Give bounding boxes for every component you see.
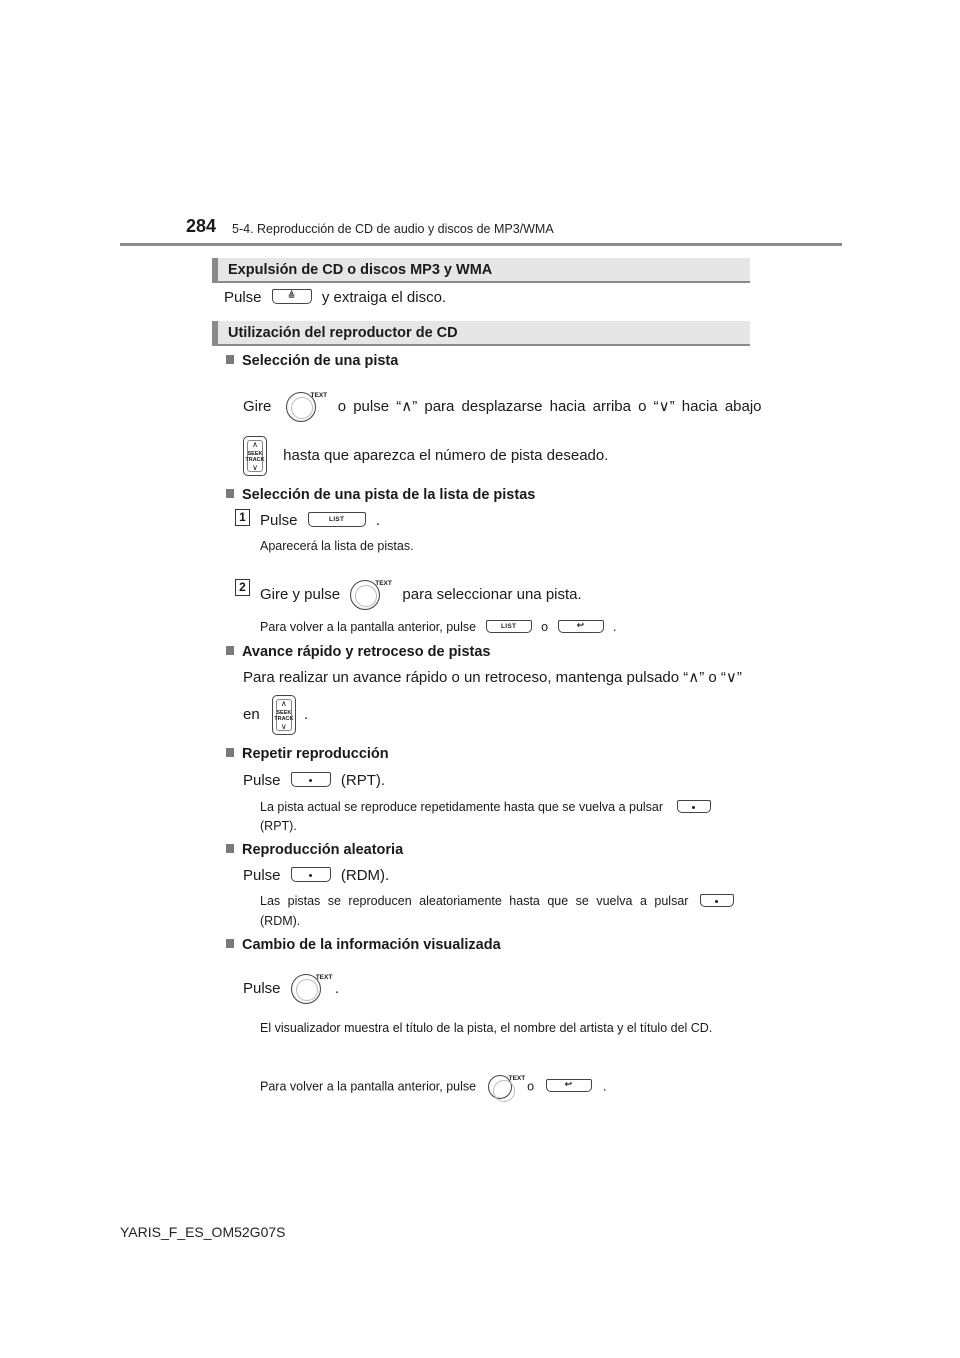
header-rule — [120, 243, 842, 246]
random-note-line1: Las pistas se reproducen aleatoriamente hasta que se vuelva a pulsar — [260, 892, 746, 910]
bullet-square — [226, 646, 234, 655]
eject-instruction: Pulse ≜ y extraiga el disco. — [224, 289, 447, 306]
bullet-square — [226, 748, 234, 757]
document-code: YARIS_F_ES_OM52G07S — [120, 1224, 286, 1240]
step-1-badge: 1 — [235, 509, 250, 526]
list-button-icon: LIST — [486, 620, 532, 633]
page-number: 284 — [186, 216, 217, 236]
bullet-square — [226, 355, 234, 364]
seek-track-button-icon: ∧ SEEK TRACK ∨ — [272, 695, 296, 735]
display-heading: Cambio de la información visualizada — [226, 937, 501, 953]
repeat-note-line2: (RPT). — [260, 819, 297, 833]
seek-track-button-icon: ∧ SEEK TRACK ∨ — [243, 436, 267, 476]
track-list-step1: Pulse LIST . — [260, 512, 381, 529]
section-player-title: Utilización del reproductor de CD — [228, 325, 458, 341]
rpt-button-icon — [291, 772, 331, 787]
select-track-line2: ∧ SEEK TRACK ∨ hasta que aparezca el número de pista deseado. — [243, 436, 608, 476]
random-heading: Reproducción aleatoria — [226, 842, 403, 858]
track-list-step1-note: Aparecerá la lista de pistas. — [260, 539, 414, 553]
track-list-back-note: Para volver a la pantalla anterior, pulse LIST o ↩ . — [260, 620, 617, 634]
section-eject-header — [212, 258, 750, 283]
section-eject-title: Expulsión de CD o discos MP3 y WMA — [228, 262, 493, 278]
random-note-line2: (RDM). — [260, 914, 301, 928]
repeat-instruction: Pulse (RPT). — [243, 772, 386, 789]
back-button-icon: ↩ — [546, 1079, 592, 1092]
display-instruction: Pulse TEXT . — [243, 974, 339, 1004]
eject-button-icon: ≜ — [272, 289, 312, 304]
repeat-heading: Repetir reproducción — [226, 746, 389, 762]
fast-heading: Avance rápido y retroceso de pistas — [226, 644, 490, 660]
tune-knob-icon: TEXT — [350, 580, 380, 610]
rdm-button-icon — [700, 894, 734, 907]
select-track-line1: Gire TEXT o pulse “∧” para desplazarse hacia arriba o “∨” hacia abajo — [243, 392, 762, 422]
bullet-square — [226, 489, 234, 498]
tune-knob-icon: TEXT — [488, 1075, 512, 1099]
rdm-button-icon — [291, 867, 331, 882]
rpt-button-icon — [677, 800, 711, 813]
random-instruction: Pulse (RDM). — [243, 867, 390, 884]
bullet-square — [226, 844, 234, 853]
repeat-note-line1: La pista actual se reproduce repetidamente hasta que se vuelva a pulsar — [260, 798, 711, 816]
display-note-1: El visualizador muestra el título de la pista, el nombre del artista y el título del CD. — [260, 1021, 713, 1035]
track-list-heading: Selección de una pista de la lista de pistas — [226, 487, 535, 503]
list-button-icon: LIST — [308, 512, 366, 527]
track-list-step2: Gire y pulse TEXT para seleccionar una pista. — [260, 580, 582, 610]
fast-line2: en ∧ SEEK TRACK ∨ . — [243, 695, 308, 735]
select-track-heading: Selección de una pista — [226, 353, 398, 369]
chapter-title: 5-4. Reproducción de CD de audio y discos de MP3/WMA — [232, 222, 554, 236]
step-2-badge: 2 — [235, 579, 250, 596]
display-note-2: Para volver a la pantalla anterior, pulse TEXT o ↩ . — [260, 1075, 606, 1099]
bullet-square — [226, 939, 234, 948]
tune-knob-icon: TEXT — [291, 974, 321, 1004]
section-player-header — [212, 321, 750, 346]
fast-line1: Para realizar un avance rápido o un retroceso, mantenga pulsado “∧” o “∨” — [243, 669, 742, 686]
back-button-icon: ↩ — [558, 620, 604, 633]
tune-knob-icon: TEXT — [286, 392, 316, 422]
